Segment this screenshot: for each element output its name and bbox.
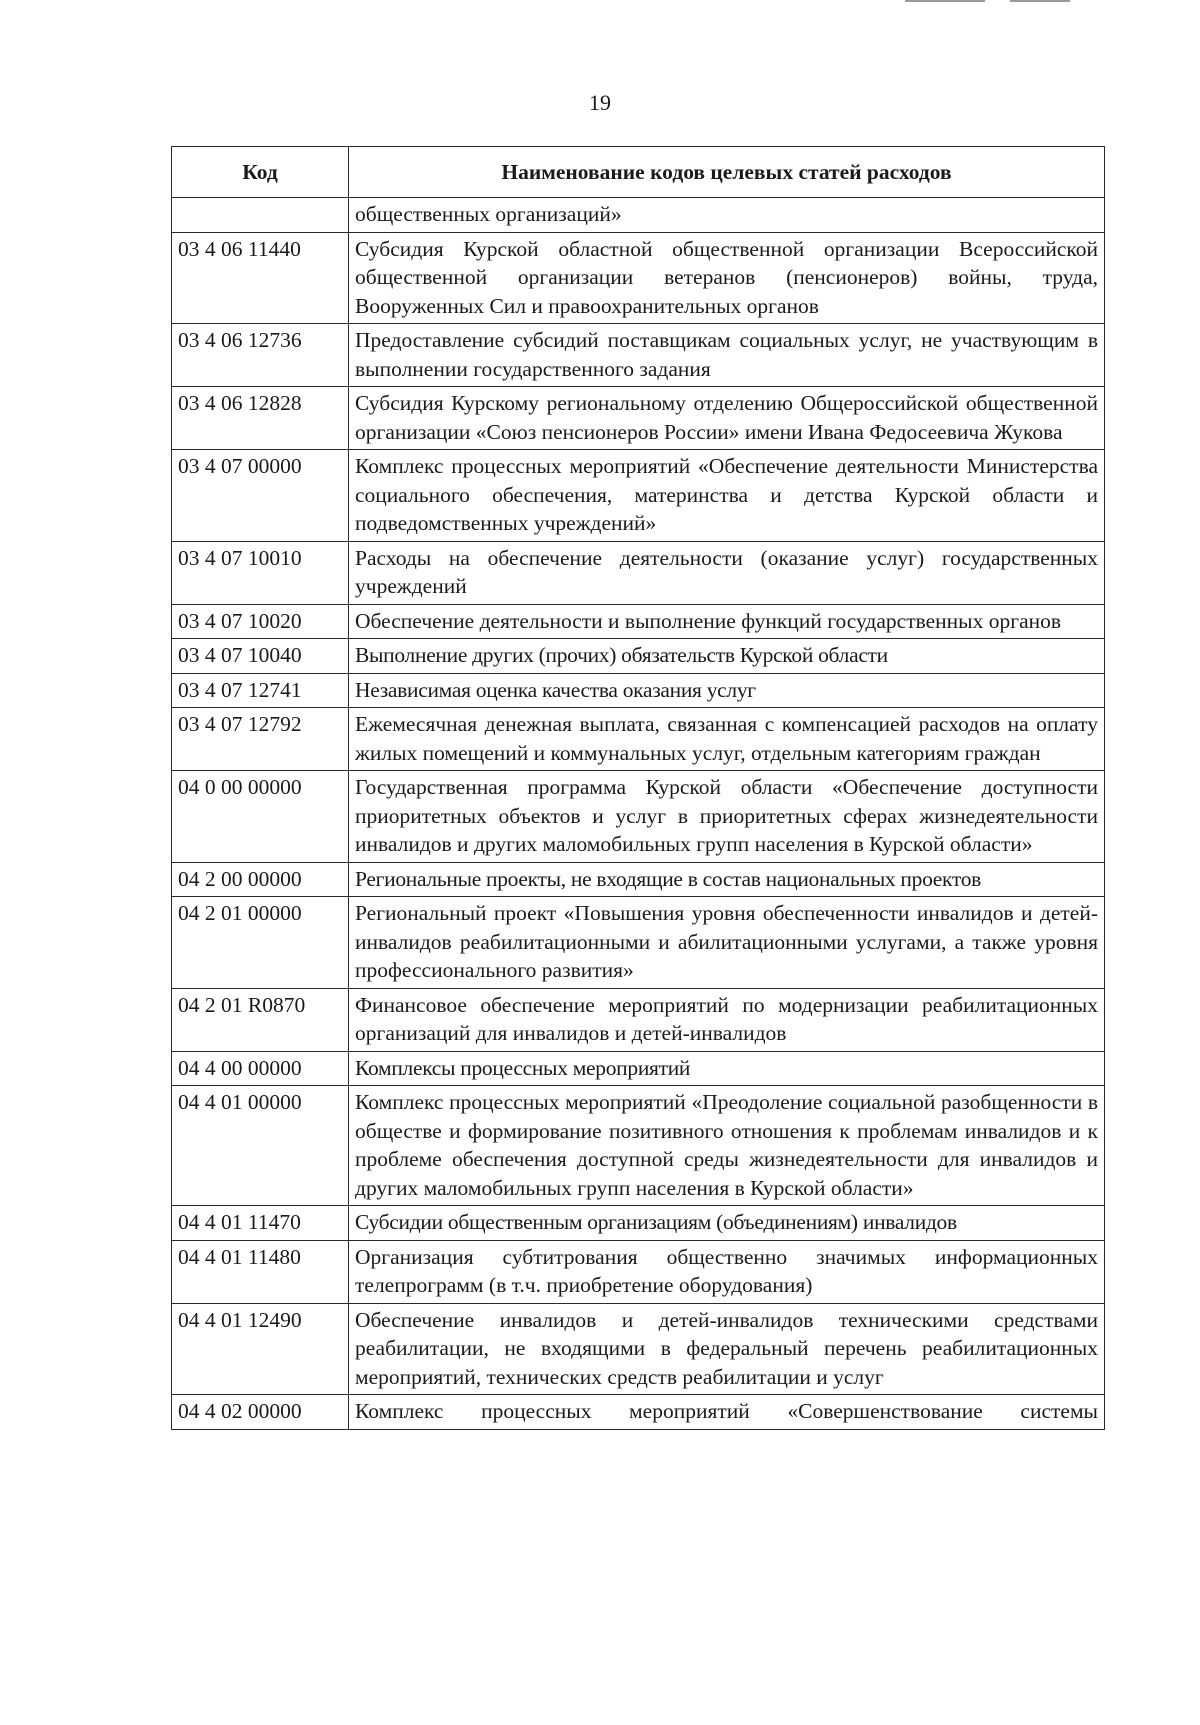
row-name: Комплекс процессных мероприятий «Обеспечение деятельности Министерства социального обеспечения, материнства и детства Курской области и подведомственных учреждений» <box>349 450 1105 542</box>
row-code: 04 4 01 00000 <box>172 1086 349 1206</box>
table-row <box>172 541 1105 604</box>
row-code: 04 2 00 00000 <box>172 862 349 897</box>
row-code: 04 2 01 R0870 <box>172 988 349 1051</box>
page-number: 19 <box>589 90 611 115</box>
row-code: 03 4 06 12736 <box>172 324 349 387</box>
row-name: Обеспечение деятельности и выполнение функций государственных органов <box>349 604 1105 639</box>
row-name: Расходы на обеспечение деятельности (оказание услуг) государственных учреждений <box>349 541 1105 604</box>
table-row <box>172 1206 1105 1241</box>
table-row <box>172 604 1105 639</box>
row-name: Субсидия Курскому региональному отделению Общероссийской общественной организации «Союз пенсионеров России» имени Ивана Федосеевича Жукова <box>349 387 1105 450</box>
row-code <box>172 198 349 233</box>
row-code: 04 4 01 12490 <box>172 1303 349 1395</box>
row-code: 03 4 06 11440 <box>172 232 349 324</box>
header-name: Наименование кодов целевых статей расходов <box>349 147 1105 198</box>
row-name: Независимая оценка качества оказания услуг <box>349 673 1105 708</box>
row-name: Субсидия Курской областной общественной организации Всероссийской общественной организации ветеранов (пенсионеров) войны, труда, Вооруженных Сил и правоохранительных органов <box>349 232 1105 324</box>
row-name: Финансовое обеспечение мероприятий по модернизации реабилитационных организаций для инвалидов и детей-инвалидов <box>349 988 1105 1051</box>
table-row <box>172 988 1105 1051</box>
table-row <box>172 1086 1105 1206</box>
row-name: Предоставление субсидий поставщикам социальных услуг, не участвующим в выполнении государственного задания <box>349 324 1105 387</box>
table-row <box>172 1395 1105 1430</box>
row-name: Комплексы процессных мероприятий <box>349 1051 1105 1086</box>
table-row <box>172 771 1105 863</box>
row-name: общественных организаций» <box>349 198 1105 233</box>
row-name: Комплекс процессных мероприятий «Совершенствование системы <box>349 1395 1105 1430</box>
row-name: Ежемесячная денежная выплата, связанная с компенсацией расходов на оплату жилых помещений и коммунальных услуг, отдельным категориям граждан <box>349 708 1105 771</box>
row-name: Комплекс процессных мероприятий «Преодоление социальной разобщенности в обществе и формирование позитивного отношения к проблемам инвалидов и к проблеме обеспечения доступной среды жизнедеятельности для инвалидов и других маломобильных групп населения в Курской области» <box>349 1086 1105 1206</box>
row-name: Организация субтитрования общественно значимых информационных телепрограмм (в т.ч. приобретение оборудования) <box>349 1240 1105 1303</box>
table-row <box>172 232 1105 324</box>
target-expense-codes-table <box>171 146 1105 1430</box>
row-name: Обеспечение инвалидов и детей-инвалидов техническими средствами реабилитации, не входящими в федеральный перечень реабилитационных мероприятий, технических средств реабилитации и услуг <box>349 1303 1105 1395</box>
row-name: Выполнение других (прочих) обязательств Курской области <box>349 639 1105 674</box>
row-code: 03 4 07 10020 <box>172 604 349 639</box>
table-header-row <box>172 147 1105 198</box>
row-code: 03 4 07 10040 <box>172 639 349 674</box>
table-row <box>172 1051 1105 1086</box>
table-row <box>172 198 1105 233</box>
row-code: 04 0 00 00000 <box>172 771 349 863</box>
row-name: Государственная программа Курской области «Обеспечение доступности приоритетных объектов и услуг в приоритетных сферах жизнедеятельности инвалидов и других маломобильных групп населения в Курской области» <box>349 771 1105 863</box>
row-code: 04 4 02 00000 <box>172 1395 349 1430</box>
row-code: 03 4 07 00000 <box>172 450 349 542</box>
header-code: Код <box>172 147 349 198</box>
scan-edge-mark <box>905 0 985 2</box>
row-code: 03 4 07 12741 <box>172 673 349 708</box>
row-name: Региональные проекты, не входящие в состав национальных проектов <box>349 862 1105 897</box>
table-row <box>172 1303 1105 1395</box>
table-row <box>172 387 1105 450</box>
table-row <box>172 639 1105 674</box>
table-row <box>172 450 1105 542</box>
row-code: 03 4 07 12792 <box>172 708 349 771</box>
scan-edge-mark <box>1010 0 1070 2</box>
row-code: 04 4 01 11470 <box>172 1206 349 1241</box>
row-code: 03 4 06 12828 <box>172 387 349 450</box>
table-row <box>172 1240 1105 1303</box>
row-name: Субсидии общественным организациям (объединениям) инвалидов <box>349 1206 1105 1241</box>
table-row <box>172 324 1105 387</box>
row-code: 04 2 01 00000 <box>172 897 349 989</box>
row-code: 04 4 00 00000 <box>172 1051 349 1086</box>
row-code: 03 4 07 10010 <box>172 541 349 604</box>
row-code: 04 4 01 11480 <box>172 1240 349 1303</box>
table-row <box>172 673 1105 708</box>
table-row <box>172 897 1105 989</box>
table-row <box>172 708 1105 771</box>
table-row <box>172 862 1105 897</box>
row-name: Региональный проект «Повышения уровня обеспеченности инвалидов и детей-инвалидов реабилитационными и абилитационными услугами, а также уровня профессионального развития» <box>349 897 1105 989</box>
